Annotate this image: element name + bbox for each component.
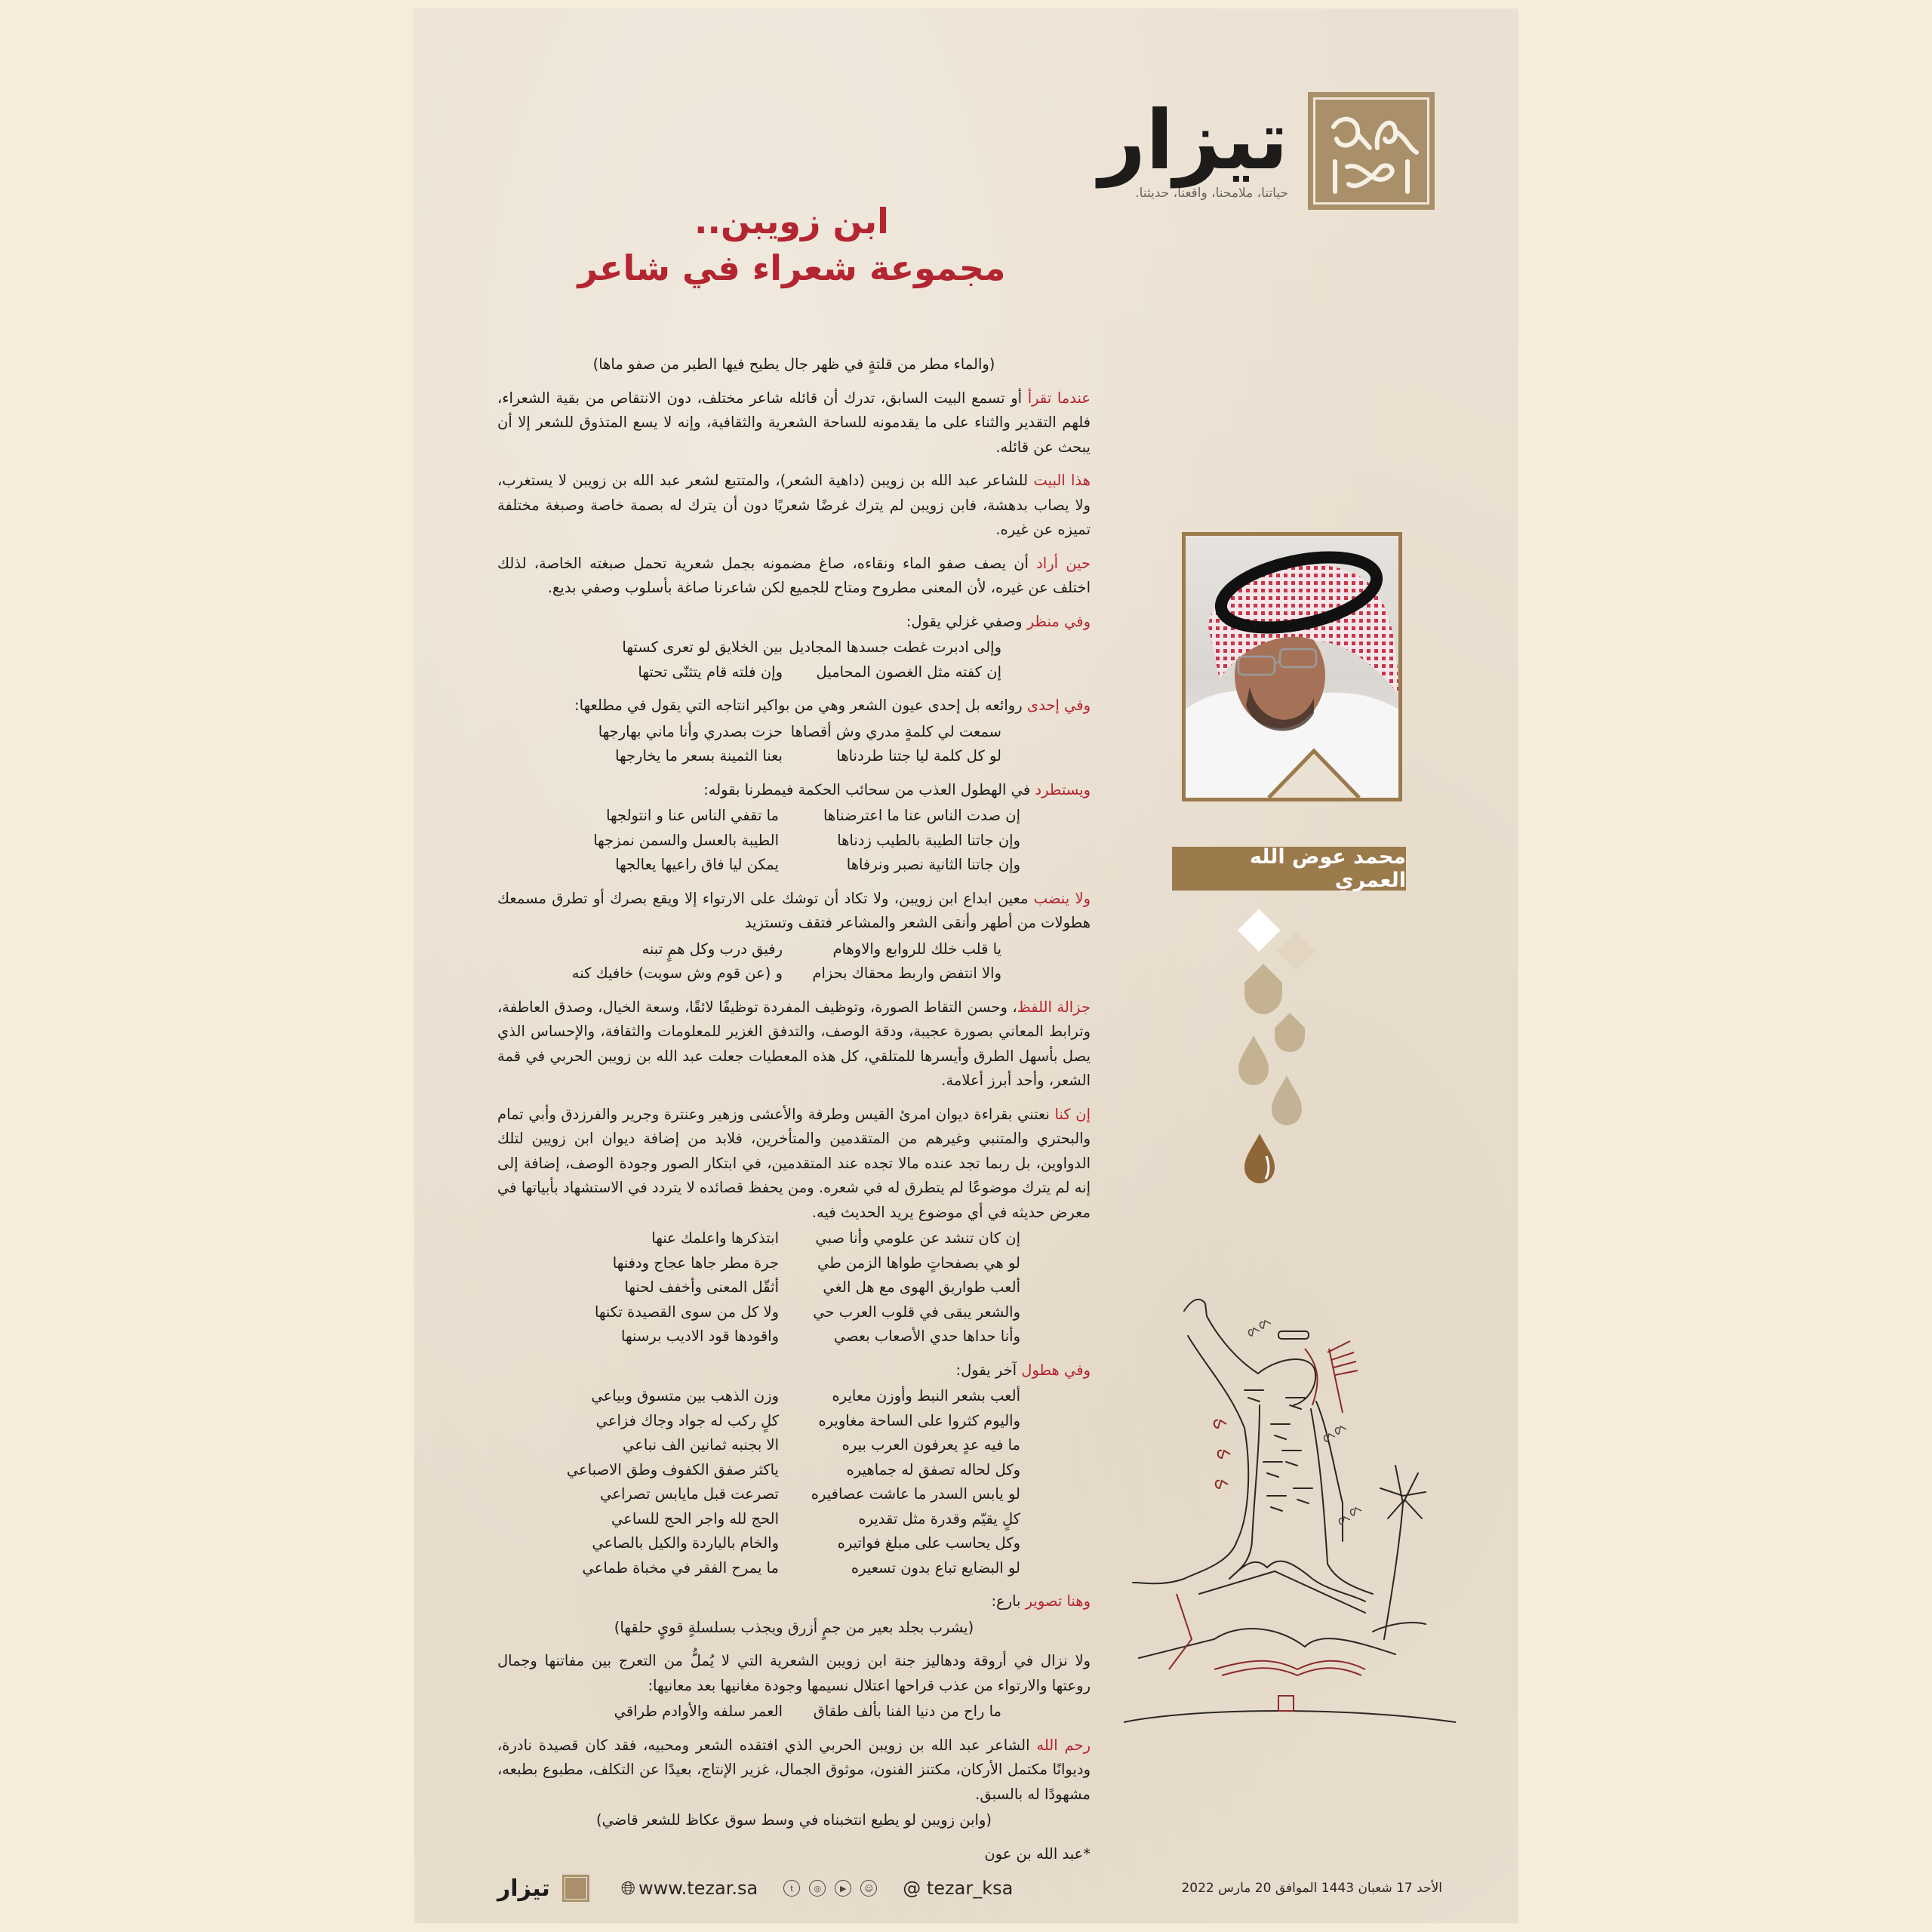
verse-first-hemistich: لو هي بصفحاتٍ طواها الزمن طي [817, 1254, 1020, 1272]
author-name-plate [1172, 847, 1406, 891]
verse-line [497, 829, 1091, 854]
footer-contact [497, 1875, 1013, 1902]
verse-line [497, 1409, 1091, 1434]
paragraph [497, 694, 1091, 718]
social-handle[interactable]: @ tezar_ksa [903, 1878, 1014, 1899]
verse-first-hemistich: لو كل كلمة ليا جتنا طردناها [836, 747, 1001, 764]
youtube-icon[interactable]: ▶ [835, 1880, 851, 1897]
paragraph-text: معين ابداع ابن زويبن، ولا تكاد أن توشك على الارتواء إلا ويقع بصرك أو تطرق مسمعك هطولات من أطهر وأنقى الشعر والمشاعر فتقف وتستزيد [497, 889, 1091, 931]
verse-block [497, 804, 1091, 878]
opening-verse: (والماء مطر من قلتةٍ في ظهر جال يطيح فيها الطير من صفو ماها) [592, 355, 995, 373]
verse-second-hemistich: ابتذكرها واعلمك عنها [651, 1229, 779, 1247]
verse-first-hemistich: وإن جاتنا الثانية نصبر ونرفاها [846, 856, 1020, 873]
verse-line [497, 744, 1091, 769]
website-url: www.tezar.sa [638, 1878, 758, 1899]
paragraph-lead: إن كنا [1054, 1105, 1091, 1123]
author-name: محمد عوض الله العمري [1249, 845, 1406, 892]
paragraph [497, 386, 1091, 460]
paragraph-lead: هذا البيت [1033, 472, 1091, 489]
social-icons [783, 1880, 877, 1897]
verse-second-hemistich: حزت بصدري وأنا ماني بهارجها [598, 722, 783, 740]
paragraph-text: ، وحسن التقاط الصورة، وتوظيف المفردة توظيفًا لائقًا، وسعة الخيال، وصدق العاطفة، وترابط المعاني بصورة عجيبة، ودقة الوصف، والتدفق الغزير للمعلومات والثقافة، والإحساس الذي يصل بأسهل الطرق وأيسرها للمتلقي، كل هذه المعطيات جعلت عبد الله بن زويبن الحربي في قمة الشعر، وأحد أبرز أعلامة. [497, 998, 1091, 1089]
article-body [497, 352, 1091, 1875]
verse-line [497, 635, 1091, 660]
verse-first-hemistich: وكل يحاسب على مبلغ فواتيره [837, 1534, 1020, 1552]
paragraph-lead: حين أراد [1036, 554, 1091, 572]
paragraph-lead: وفي هطول [1021, 1361, 1091, 1379]
verse-line [497, 1275, 1091, 1300]
verse-second-hemistich: الطيبة بالعسل والسمن نمزجها [593, 831, 779, 849]
paragraph [497, 469, 1091, 543]
verse-first-hemistich: وإلى ادبرت غطت جسدها المجاديل [789, 638, 1001, 656]
verse-first-hemistich: وإن جاتنا الطيبة بالطيب زدناها [837, 831, 1020, 849]
verse-first-hemistich: لو يابس السدر ما عاشت عصافيره [811, 1485, 1020, 1503]
verse-second-hemistich: الحج لله واجر الحج للساعي [611, 1509, 779, 1527]
verse-line [497, 1251, 1091, 1276]
paragraph [497, 1358, 1091, 1383]
verse-block [497, 937, 1091, 986]
paragraph-text: بارع: [991, 1592, 1026, 1610]
verse-block [497, 1700, 1091, 1724]
paragraph-lead: وفي منظر [1026, 612, 1091, 630]
verse-first-hemistich: واليوم كثروا على الساحة مغاويره [818, 1411, 1020, 1429]
headline [414, 198, 1169, 291]
verse-first-hemistich: وكل لحاله تصفق له جماهيره [846, 1460, 1020, 1478]
verse-second-hemistich: بين الخلايق لو تعرى كستها [622, 638, 783, 656]
paragraph-lead: رحم الله [1036, 1736, 1091, 1754]
verse-block [497, 1226, 1091, 1349]
verse-first-hemistich: إن كان تنشد عن علومي وأنا صبي [815, 1229, 1020, 1247]
verse-second-hemistich: ما تقفي الناس عنا و انتولجها [606, 807, 779, 824]
website-link[interactable] [621, 1878, 758, 1899]
paragraph-text: أن يصف صفو الماء ونقاءه، صاغ مضمونه بجمل شعرية تحمل صبغته الخاصة، لذلك اختلف عن غيره، لأن المعنى مطروح ومتاح للجميع لكن شاعرنا صاغة بأسلوب وصفي بديع. [497, 554, 1091, 596]
verse-first-hemistich: والشعر يبقى في قلوب العرب حي [813, 1303, 1020, 1321]
paragraph-lead: وفي إحدى [1026, 697, 1091, 714]
instagram-icon[interactable]: ◎ [809, 1880, 826, 1897]
verse-line [497, 1458, 1091, 1483]
paragraph-text: وصفي غزلي يقول: [906, 612, 1027, 630]
verse-line [497, 1300, 1091, 1325]
verse-line [497, 804, 1091, 829]
paragraph [497, 610, 1091, 635]
verse-second-hemistich: وزن الذهب بين متسوق وبياعي [591, 1387, 779, 1404]
verse-second-hemistich: والخام بالياردة والكيل بالصاعي [592, 1534, 779, 1552]
verse-first-hemistich: إن صدت الناس عنا ما اعترضناها [823, 807, 1020, 824]
verse-taswir: (يشرب بجلد بعير من جمٍ أزرق ويجذب بسلسلةٍ قويٍ حلقها) [614, 1618, 974, 1636]
verse-line [497, 1433, 1091, 1458]
twitter-icon[interactable]: t [783, 1880, 800, 1897]
verse-first-hemistich: ما راح من دنيا الفنا بألف طقاق [813, 1703, 1001, 1720]
verse-line [497, 961, 1091, 986]
verse-first-hemistich: إن كفته مثل الغصون المحاميل [816, 663, 1001, 681]
paragraph-lead: وهنا تصوير [1025, 1592, 1091, 1610]
verse-line [497, 1507, 1091, 1532]
paragraph-text: أو تسمع البيت السابق، تدرك أن قائله شاعر مختلف، دون الانتقاص من بقية الشعراء، فلهم التقدير والثناء على ما يقدمونه للساحة الشعرية والثقافية، وإنه لا يسع المتذوق للشعر إلا أن يبحث عن قائله. [497, 389, 1091, 456]
brand-tagline: حياتنا، ملامحنا، واقعنا، حديثنا. [1135, 186, 1288, 201]
paragraph-lead: جزالة اللفظ [1017, 998, 1091, 1016]
page-footer [414, 1873, 1518, 1911]
verse-second-hemistich: ولا كل من سوى القصيدة تكنها [594, 1303, 779, 1321]
paragraph-text: في الهطول العذب من سحائب الحكمة فيمطرنا بقوله: [703, 780, 1035, 798]
verse-first-hemistich: ألعب طواريق الهوى مع هل الغي [823, 1278, 1020, 1296]
verse-first-hemistich: ما فيه عدٍ يعرفون العرب بيره [841, 1436, 1020, 1454]
verse-line [497, 937, 1091, 962]
paragraph-text: آخر يقول: [955, 1361, 1022, 1379]
brand-wordmark [1099, 92, 1288, 201]
verse-line [497, 1556, 1091, 1581]
verse-second-hemistich: جرة مطر جاها عجاج ودفنها [612, 1254, 779, 1272]
footer-brand-name: تيزار [497, 1875, 550, 1902]
verse-second-hemistich: بعنا الثمينة بسعر ما يخارجها [615, 747, 783, 764]
verse-second-hemistich: ما يمرح الفقر في مخباة طماعي [582, 1558, 779, 1577]
masthead [1099, 92, 1435, 210]
paragraph-lead: ولا ينضب [1033, 889, 1091, 907]
verse-second-hemistich: ياكثر صفق الكفوف وطق الاصباعي [566, 1460, 779, 1478]
verse-first-hemistich: لو البضايع تباع بدون تسعيره [851, 1558, 1020, 1577]
verse-second-hemistich: كلٍ ركب له جواد وجاك فزاعي [595, 1411, 779, 1429]
verse-second-hemistich: يمكن ليا فاق راعيها يعالجها [615, 856, 779, 873]
author-portrait [1182, 532, 1402, 801]
verse-line [497, 660, 1091, 685]
verse-line [497, 1384, 1091, 1409]
verse-first-hemistich: والا انتفض واربط محقاك بحزام [812, 964, 1001, 982]
verse-line [497, 1700, 1091, 1724]
headline-line-2: مجموعة شعراء في شاعر [577, 248, 1006, 288]
verse-second-hemistich: وإن فلته قام يتثنّى تحتها [638, 663, 783, 681]
paragraph [497, 887, 1091, 936]
verse-line [497, 1226, 1091, 1251]
verse-first-hemistich: وأنا حداها حدي الأصعاب بعصي [833, 1327, 1020, 1345]
verse-second-hemistich: أثقّل المعنى وأخفف لحنها [624, 1278, 779, 1296]
verse-line [497, 1531, 1091, 1556]
paragraph-text: للشاعر عبد الله بن زويبن (داهية الشعر)، والمتتبع لشعر عبد الله بن زويبن لا يستغرب، ولا يصاب بدهشة، فابن زويبن لم يترك غرضًا شعريًا دون أن يترك له بصمة خاصة وصبغة مختلفة تميزه عن غيره. [497, 472, 1091, 538]
verse-first-hemistich: ألعب بشعر النبط وأوزن معايره [832, 1387, 1020, 1404]
newspaper-page [414, 9, 1518, 1923]
verse-line [497, 720, 1091, 745]
paragraph-lead: عندما تقرأ [1027, 389, 1091, 407]
brand-logo-icon [1308, 92, 1435, 210]
verse-block [497, 1384, 1091, 1580]
verse-second-hemistich: و (عن قوم وش سويت) خافيك كنه [571, 964, 783, 982]
issue-date: الأحد 17 شعبان 1443 الموافق 20 مارس 2022 [1181, 1881, 1442, 1896]
brand-name: تيزار [1098, 94, 1288, 188]
verse-first-hemistich: سمعت لي كلمةٍ مدري وش أقصاها [790, 722, 1001, 740]
paragraph-text: نعتني بقراءة ديوان امرئ القيس وطرفة والأعشى وزهير وعنترة وجرير والفرزدق وأبي تمام والبحتري والمتنبي وغيرهم من المتقدمين والمتأخرين، فلابد من إضافة ديوان ابن زويبن لتلك الدواوين، بل ربما تجد عنده مالا تجده عند المتقدمين، في ابتكار الصور وجودة الوصف، إضافة إلى إنه لم يترك موضوعًا لم يتطرق له في شعره. ومن يحفظ قصائده لا يتردد في الاستشهاد بأبياتها في معرض حديثه في أي موضوع يريد الحديث فيه. [497, 1105, 1091, 1221]
verse-second-hemistich: الا بجنبه ثمانين الف نباعي [622, 1436, 779, 1454]
decorative-drops-icon [1229, 900, 1350, 1201]
verse-second-hemistich: رفيق درب وكل همٍ تبنه [641, 940, 783, 958]
paragraph-text: روائعه بل إحدى عيون الشعر وهي من بواكير انتاجه التي يقول في مطلعها: [574, 697, 1027, 714]
verse-second-hemistich: واقودها قود الاديب برسنها [621, 1327, 779, 1345]
snapchat-icon[interactable]: ☺ [860, 1880, 877, 1897]
paragraph [497, 778, 1091, 803]
poet-sketch-illustration [1124, 1277, 1456, 1730]
paragraph [497, 1589, 1091, 1614]
verse-line [497, 1324, 1091, 1349]
verse-first-hemistich: كلٍ يقيّم وقدرة مثل تقديره [858, 1509, 1020, 1527]
verse-block [497, 635, 1091, 685]
paragraph-text: الشاعر عبد الله بن زويبن الحربي الذي افتقده الشعر ومحبيه، فقد كان قصيدة نادرة، وديوانًا مكتمل الأركان، مكتنز الفنون، موثوق الجمال، غزير الإنتاج، بعيدًا عن التكلف، مطبوع بطبعه، مشهودًا له بالسبق. [497, 1736, 1091, 1803]
paragraph [497, 552, 1091, 601]
paragraph [497, 995, 1091, 1094]
paragraph [497, 1103, 1091, 1226]
verse-line [497, 853, 1091, 878]
verse-second-hemistich: تصرعت قبل مايابس تصراعي [600, 1485, 779, 1503]
verse-line [497, 1482, 1091, 1507]
verse-second-hemistich: العمر سلفه والأوادم طراقي [614, 1703, 783, 1720]
globe-icon: 🌐︎ [620, 1878, 635, 1899]
paragraph [497, 1734, 1091, 1807]
footer-logo-icon [562, 1875, 589, 1902]
paragraph: ولا نزال في أروقة ودهاليز جنة ابن زويبن الشعرية التي لا يُملُّ من التعرج بين مفاتنها وجمال روعتها والارتواء من عذب قراحها اعتلال نسيمها وجودة مغانيها بعد معانيها: [497, 1652, 1091, 1694]
verse-first-hemistich: يا قلب خلك للروابع والاوهام [832, 940, 1001, 958]
author-signature: *عبد الله بن عون [984, 1844, 1091, 1863]
headline-line-1: ابن زويبن.. [694, 201, 889, 242]
paragraph-lead: ويستطرد [1035, 780, 1091, 798]
closing-verse: (وابن زويبن لو يطيع انتخبناه في وسط سوق عكاظ للشعر قاضي) [595, 1811, 992, 1829]
verse-block [497, 720, 1091, 769]
